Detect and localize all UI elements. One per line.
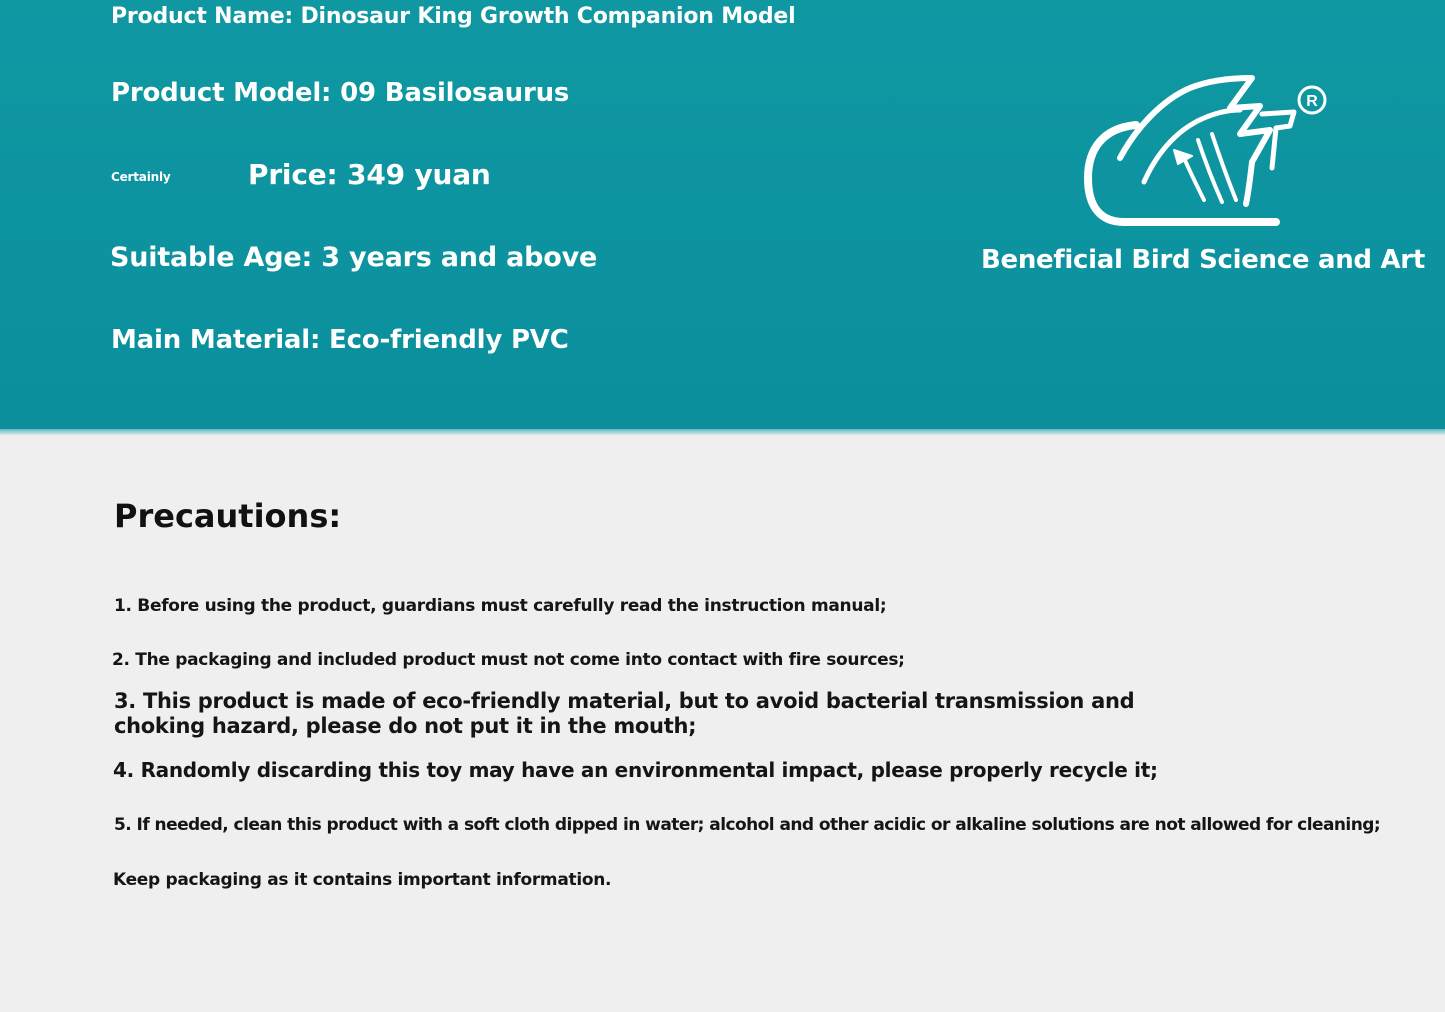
precaution-item: 3. This product is made of eco-friendly material, but to avoid bacterial transmission and choking hazard, please do not put it in the mouth; (114, 689, 1135, 738)
precautions-title: Precautions: (114, 497, 342, 535)
banner-divider (0, 429, 1445, 435)
svg-text:R: R (1306, 93, 1318, 110)
packaging-note: Keep packaging as it contains important information. (113, 870, 612, 890)
main-material: Main Material: Eco-friendly PVC (111, 325, 569, 355)
brand-logo (1080, 70, 1340, 240)
product-spec-banner (0, 0, 1445, 432)
bird-head-logo-icon (1080, 70, 1340, 240)
precaution-item: 5. If needed, clean this product with a soft cloth dipped in water; alcohol and other acidic or alkaline solutions are not allowed for cleaning; (114, 815, 1381, 835)
suitable-age: Suitable Age: 3 years and above (110, 242, 598, 273)
brand-name: Beneficial Bird Science and Art (981, 245, 1425, 275)
product-price: Price: 349 yuan (248, 158, 491, 191)
price-note: Certainly (111, 170, 171, 184)
product-model: Product Model: 09 Basilosaurus (111, 78, 570, 108)
precaution-item: 1. Before using the product, guardians must carefully read the instruction manual; (114, 596, 887, 616)
product-name: Product Name: Dinosaur King Growth Companion Model (111, 4, 796, 29)
precaution-item: 2. The packaging and included product must not come into contact with fire sources; (112, 650, 905, 670)
precaution-item: 4. Randomly discarding this toy may have an environmental impact, please properly recycle it; (113, 758, 1158, 782)
